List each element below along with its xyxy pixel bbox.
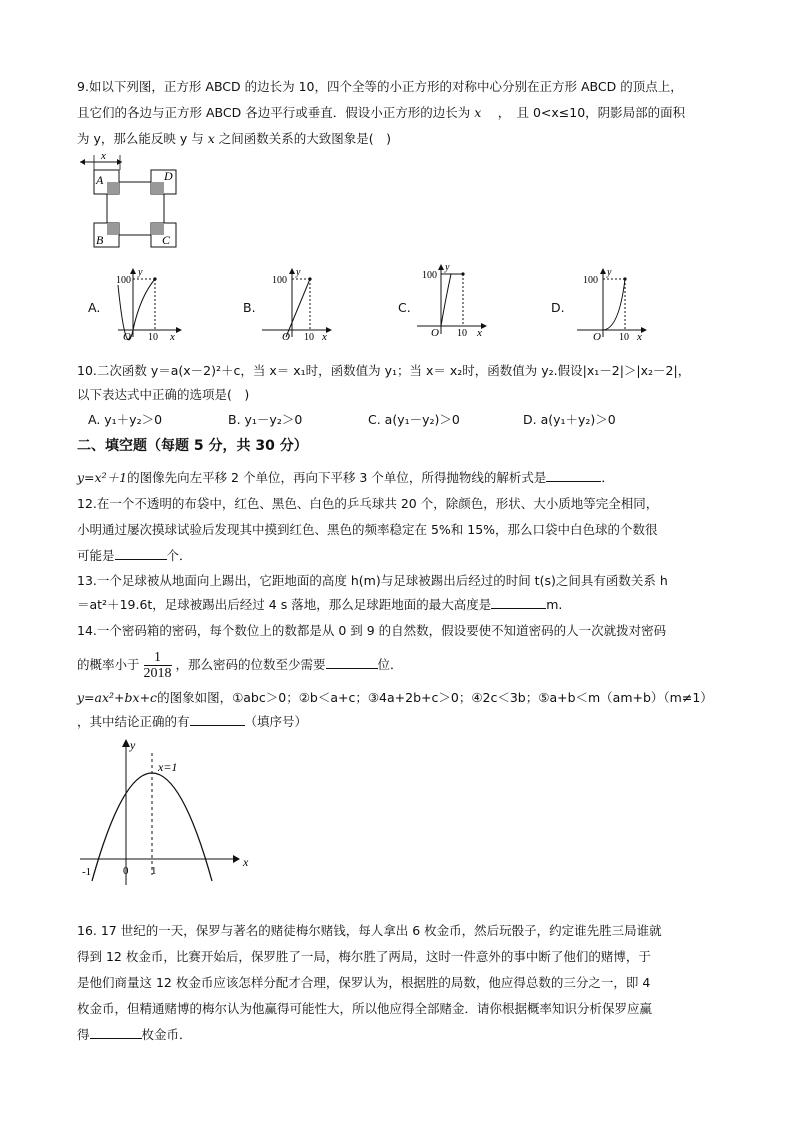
svg-text:x: x	[170, 331, 175, 343]
q12-line3: 可能是 个．	[77, 548, 192, 563]
svg-text:x: x	[477, 327, 482, 339]
q9-option-d-letter[interactable]: D.	[551, 300, 565, 315]
q10-option-b[interactable]: B. y₁－y₂＞0	[228, 412, 303, 427]
q16-line2: 得到 12 枚金币，比赛开始后，保罗胜了一局，梅尔胜了两局，这时一件意外的事中断了他们的赌博，于	[77, 949, 651, 964]
q15-answer-blank[interactable]	[190, 713, 245, 726]
q14-line2: 的概率小于 $\frac{1}{2018}$ ，那么密码的位数至少需要 位．	[77, 650, 403, 681]
svg-text:10: 10	[619, 332, 629, 343]
svg-text:10: 10	[148, 332, 158, 343]
q16-line5: 得 枚金币．	[77, 1027, 192, 1042]
q15-axis-label: x=1	[158, 760, 178, 774]
q11-line: y=x²＋1的图像先向左平移 2 个单位，再向下平移 3 个单位，所得抛物线的解析式是 ．	[77, 470, 614, 485]
q15-line1: y=ax²+bx+c的图象如图，①abc＞0；②b＜a+c；③4a+2b+c＞0；④2c＜3b；⑤a+b＜m（am+b）（m≠1）	[77, 690, 713, 705]
q9-option-a-letter[interactable]: A.	[88, 300, 101, 315]
q14-fraction: $\frac{1}{2018}$	[143, 650, 172, 681]
q9-option-d-graph[interactable]	[575, 265, 655, 345]
svg-text:y: y	[445, 262, 450, 273]
svg-text:100: 100	[116, 275, 131, 286]
q15-y-label: y	[130, 738, 136, 752]
q9-line1: 9.如以下列图，正方形 ABCD 的边长为 10，四个全等的小正方形的对称中心分别在正方形 ABCD 的顶点上，	[77, 79, 683, 94]
q9-option-b-graph[interactable]	[260, 265, 340, 345]
svg-text:y: y	[296, 267, 301, 278]
q9-option-a-graph[interactable]	[110, 265, 190, 345]
q12-answer-blank[interactable]	[115, 547, 167, 560]
q13-line1: 13.一个足球被从地面向上踢出，它距地面的高度 h(m)与足球被踢出后经过的时间 t(s)之间具有函数关系 h	[77, 573, 668, 588]
q15-line2: ，其中结论正确的有 （填序号）	[77, 714, 308, 729]
q9-line3: 为 y，那么能反映 y 与 x 之间函数关系的大致图象是( )	[77, 131, 392, 146]
svg-text:10: 10	[304, 332, 314, 343]
svg-text:y: y	[607, 267, 612, 278]
q9-option-b-letter[interactable]: B.	[243, 300, 256, 315]
svg-text:10: 10	[457, 328, 467, 339]
q15-x-label: x	[243, 855, 249, 869]
svg-text:100: 100	[583, 275, 598, 286]
q14-answer-blank[interactable]	[326, 656, 378, 669]
q15-tick-1: 1	[151, 865, 157, 877]
q9-square-figure	[74, 150, 184, 252]
svg-text:x: x	[637, 331, 642, 343]
q15-tick-neg1: -1	[82, 866, 92, 878]
q12-line1: 12.在一个不透明的布袋中，红色、黑色、白色的乒乓球共 20 个，除颜色，形状、大小质地等完全相同，	[77, 496, 659, 511]
q13-answer-blank[interactable]	[491, 596, 546, 609]
q16-answer-blank[interactable]	[90, 1026, 142, 1039]
q9-option-c-graph[interactable]	[415, 262, 495, 342]
svg-text:100: 100	[272, 275, 287, 286]
label-a: A	[96, 173, 104, 187]
q14-line1: 14.一个密码箱的密码，每个数位上的数都是从 0 到 9 的自然数，假设要使不知道密码的人一次就拨对密码	[77, 623, 667, 638]
q9-line2: 且它们的各边与正方形 ABCD 各边平行或垂直．假设小正方形的边长为 x ， 且 0<x≤10，阴影局部的面积	[77, 105, 686, 120]
label-c: C	[162, 233, 171, 247]
svg-text:100: 100	[422, 270, 437, 281]
svg-text:O: O	[123, 331, 131, 343]
q9-option-c-letter[interactable]: C.	[398, 300, 411, 315]
q15-parabola-graph	[78, 735, 258, 885]
q12-line2: 小明通过屡次摸球试验后发现其中摸到红色、黑色的频率稳定在 5%和 15%，那么口袋中白色球的个数很	[77, 522, 658, 537]
q16-line3: 是他们商量这 12 枚金币应该怎样分配才合理，保罗认为，根据胜的局数，他应得总数的三分之一，即 4	[77, 975, 651, 990]
section-title: 二、填空题（每题 5 分，共 30 分）	[77, 438, 308, 454]
q10-line1: 10.二次函数 y＝a(x－2)²＋c，当 x＝ x₁时，函数值为 y₁；当 x＝ x₂时，函数值为 y₂.假设|x₁－2|＞|x₂－2|，	[77, 363, 691, 378]
svg-text:O: O	[593, 331, 601, 343]
q10-option-d[interactable]: D. a(y₁＋y₂)＞0	[523, 412, 616, 427]
svg-text:x: x	[322, 331, 327, 343]
svg-text:O: O	[431, 327, 439, 339]
q10-option-a[interactable]: A. y₁＋y₂＞0	[88, 412, 163, 427]
q16-line4: 枚金币，但精通赌博的梅尔认为他赢得可能性大，所以他应得全部赌金．请你根据概率知识分析保罗应赢	[77, 1001, 653, 1016]
q16-line1: 16. 17 世纪的一天，保罗与著名的赌徒梅尔赌钱，每人拿出 6 枚金币，然后玩骰子，约定谁先胜三局谁就	[77, 923, 662, 938]
label-b: B	[96, 233, 104, 247]
q15-tick-0: 0	[123, 865, 129, 877]
q11-answer-blank[interactable]	[546, 469, 601, 482]
q10-option-c[interactable]: C. a(y₁－y₂)＞0	[368, 412, 460, 427]
svg-text:y: y	[138, 267, 143, 278]
q13-line2: ＝at²＋19.6t，足球被踢出后经过 4 s 落地，那么足球距地面的最大高度是 m.	[77, 597, 563, 612]
q10-line2: 以下表达式中正确的选项是( )	[77, 387, 250, 402]
label-d: D	[164, 169, 173, 183]
svg-text:O: O	[282, 331, 290, 343]
q9-dim-label: x	[101, 150, 106, 162]
